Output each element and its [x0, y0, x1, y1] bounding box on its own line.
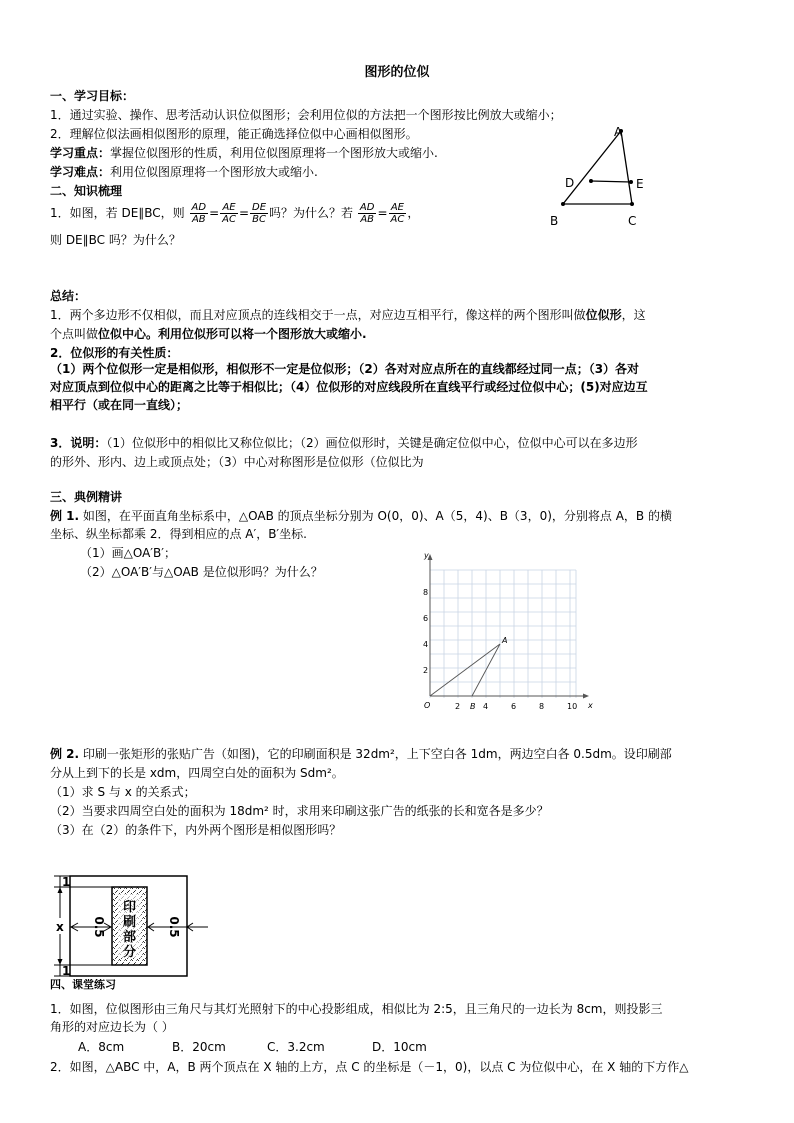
- segment-oa: [430, 644, 500, 696]
- y-axis-label: y: [424, 551, 429, 560]
- x-tick-6: 6: [511, 702, 517, 711]
- example-2-text: 印刷一张矩形的张贴广告（如图)，它的印刷面积是 32dm²，上下空白各 1dm，两边空白各 0.5dm。设印刷部: [82, 747, 672, 761]
- label-d: D: [565, 176, 575, 190]
- section-heading-goals: 一、学习目标：: [50, 89, 135, 103]
- denominator: AC: [222, 214, 236, 225]
- question-1-text-a: 1．如图，若 DE∥BC，则: [50, 206, 185, 220]
- denominator: AB: [360, 214, 375, 225]
- summary-text: 1．两个多边形不仅相似，而且对应顶点的连线相交于一点，对应边互相平行，像这样的两个图形叫做: [50, 308, 586, 322]
- example-1-label: 例 1.: [50, 509, 80, 523]
- point-b-label: B: [470, 702, 476, 711]
- question-1: [50, 199, 419, 227]
- option-a: A．8cm: [78, 1040, 125, 1054]
- equals-sign: =: [209, 206, 220, 220]
- term-center: 位似中心: [98, 327, 147, 341]
- note-text: （1）位似形中的相似比又称位似比；（2）画位似形时，关键是确定位似中心，位似中心可以在多边形: [106, 436, 638, 450]
- grid: [430, 570, 576, 698]
- poster-center-text: 印刷部分: [122, 900, 137, 960]
- numerator: AD: [359, 202, 375, 213]
- point-c: [630, 202, 634, 206]
- practice-1-line-1: 1．如图，位似图形由三角尺与其灯光照射下的中心投影组成，相似比为 2:5，且三角尺的一边长为 8cm，则投影三: [50, 1002, 663, 1016]
- question-1-followup: 则 DE∥BC 吗？为什么？: [50, 233, 181, 247]
- summary-text: 个点叫做: [50, 327, 99, 341]
- coordinate-graph: [415, 548, 600, 720]
- label-c: C: [628, 214, 637, 228]
- summary-para-5: 相平行（或在同一直线）；: [50, 398, 189, 412]
- page-title: 图形的位似: [364, 65, 430, 80]
- point-e: [629, 180, 633, 184]
- y-tick-6: 6: [423, 614, 429, 623]
- term-homothetic: 位似形: [585, 308, 622, 322]
- difficult-point: [50, 163, 318, 181]
- denominator: AB: [191, 214, 206, 225]
- practice-2-line-1: 2．如图，△ABC 中，A，B 两个顶点在 X 轴的上方，点 C 的坐标是（－1，0)，以点 C 为位似中心，在 X 轴的下方作△: [50, 1060, 689, 1074]
- numerator: DE: [252, 202, 267, 213]
- key-point: [50, 144, 438, 162]
- summary-heading: 总结：: [50, 289, 87, 303]
- triangle-figure: [545, 122, 655, 232]
- x-tick-2: 2: [455, 702, 461, 711]
- summary-para-4: 对应顶点到位似中心的距离之比等于相似比；（4）位似形的对应线段所在直线平行或经过位似中心；(5)对应边互: [50, 380, 648, 394]
- section-heading-review: 二、知识梳理: [50, 184, 123, 198]
- numerator: AD: [191, 202, 207, 213]
- denominator: BC: [252, 214, 266, 225]
- section-heading-practice: 四、课堂练习: [50, 979, 116, 991]
- key-point-label: 学习重点：: [50, 146, 111, 160]
- x-axis-label: x: [588, 701, 593, 710]
- example-1-line-2: 坐标、纵坐标都乘 2．得到相应的点 A′，B′坐标.: [50, 527, 307, 541]
- label-b: B: [550, 214, 559, 228]
- dim-bottom-label: 1: [62, 964, 71, 978]
- segment-de: [591, 181, 631, 182]
- y-tick-labels: [423, 588, 428, 675]
- example-2-question-1: （1）求 S 与 x 的关系式；: [50, 785, 196, 799]
- equals-sign: =: [377, 206, 388, 220]
- goal-2: 2．理解位似法画相似图形的原理，能正确选择位似中心画相似图形。: [50, 127, 418, 141]
- dim-side-label: x: [56, 920, 64, 934]
- summary-text: 。利用位似形可以将一个图形放大或缩小.: [146, 327, 367, 341]
- equals-sign: =: [238, 206, 250, 220]
- question-1-text-b: 吗？为什么？若: [269, 206, 354, 220]
- numerator: AE: [220, 202, 238, 214]
- option-d: D．10cm: [372, 1040, 427, 1054]
- fraction-ae-ac: [220, 202, 238, 225]
- numerator: AE: [389, 202, 407, 214]
- summary-para-7: 的形外、形内、边上或顶点处；（3）中心对称图形是位似形（位似比为: [50, 455, 424, 469]
- point-a-label: A: [502, 636, 508, 645]
- point-d: [589, 179, 593, 183]
- summary-para-6: [50, 434, 638, 452]
- origin-label: O: [424, 701, 431, 710]
- poster-diagram: [48, 870, 213, 982]
- x-tick-4: 4: [483, 702, 489, 711]
- example-2-line-1: [50, 745, 672, 763]
- summary-para-3: （1）两个位似形一定是相似形，相似形不一定是位似形；（2）各对对应点所在的直线都经过同一点；（3）各对: [50, 362, 640, 376]
- example-1-text: 如图，在平面直角坐标系中，△OAB 的顶点坐标分别为 O(0，0)、A（5，4)、B（3，0)，分别将点 A，B 的横: [82, 509, 672, 523]
- left-margin-text: 0.5: [92, 916, 106, 938]
- example-2-question-2: （2）当要求四周空白处的面积为 18dm² 时，求用来印刷这张广告的纸张的长和宽各是多少？: [50, 804, 549, 818]
- comma: ，: [407, 206, 420, 220]
- x-axis-arrow: [583, 694, 589, 699]
- label-e: E: [636, 177, 644, 191]
- section-heading-examples: 三、典例精讲: [50, 490, 123, 504]
- fraction-ad-ab: [190, 202, 209, 225]
- y-tick-4: 4: [423, 640, 429, 649]
- dim-top-label: 1: [62, 875, 71, 889]
- example-2-question-3: （3）在（2）的条件下，内外两个图形是相似图形吗？: [50, 823, 342, 837]
- label-a: A: [614, 125, 623, 139]
- summary-para-1b: [50, 325, 367, 343]
- x-tick-8: 8: [539, 702, 545, 711]
- note-label: 3．说明：: [50, 436, 107, 450]
- fraction-ad-ab-2: [358, 202, 377, 225]
- example-2-line-2: 分从上到下的长是 xdm，四周空白处的面积为 Sdm²。: [50, 766, 344, 780]
- triangle-abc: [563, 131, 632, 204]
- option-b: B．20cm: [172, 1040, 226, 1054]
- goal-1: 1．通过实验、操作、思考活动认识位似图形；会利用位似的方法把一个图形按比例放大或缩小；: [50, 108, 562, 122]
- practice-1-line-2: 角形的对应边长为（ ）: [50, 1020, 174, 1034]
- summary-para-2: 2．位似形的有关性质：: [50, 346, 179, 360]
- y-tick-8: 8: [423, 588, 429, 597]
- denominator: AC: [390, 214, 405, 225]
- option-c: C．3.2cm: [267, 1040, 325, 1054]
- right-margin-text: 0.5: [167, 916, 181, 938]
- example-1-line-1: [50, 507, 672, 525]
- point-b: [561, 202, 565, 206]
- example-1-question-2: （2）△OA′B′与△OAB 是位似形吗？为什么？: [80, 565, 323, 579]
- key-point-text: 掌握位似图形的性质，利用位似图原理将一个图形放大或缩小.: [110, 146, 438, 160]
- summary-text: ，这: [621, 308, 646, 322]
- example-1-question-1: （1）画△OA′B′；: [80, 546, 176, 560]
- difficult-point-label: 学习难点：: [50, 165, 111, 179]
- example-2-label: 例 2.: [50, 747, 80, 761]
- fraction-ae-ac-2: [389, 202, 407, 225]
- x-tick-10: 10: [567, 702, 578, 711]
- fraction-de-bc: [250, 202, 268, 225]
- summary-para-1: [50, 306, 646, 324]
- difficult-point-text: 利用位似图原理将一个图形放大或缩小.: [110, 165, 318, 179]
- y-tick-2: 2: [423, 666, 429, 675]
